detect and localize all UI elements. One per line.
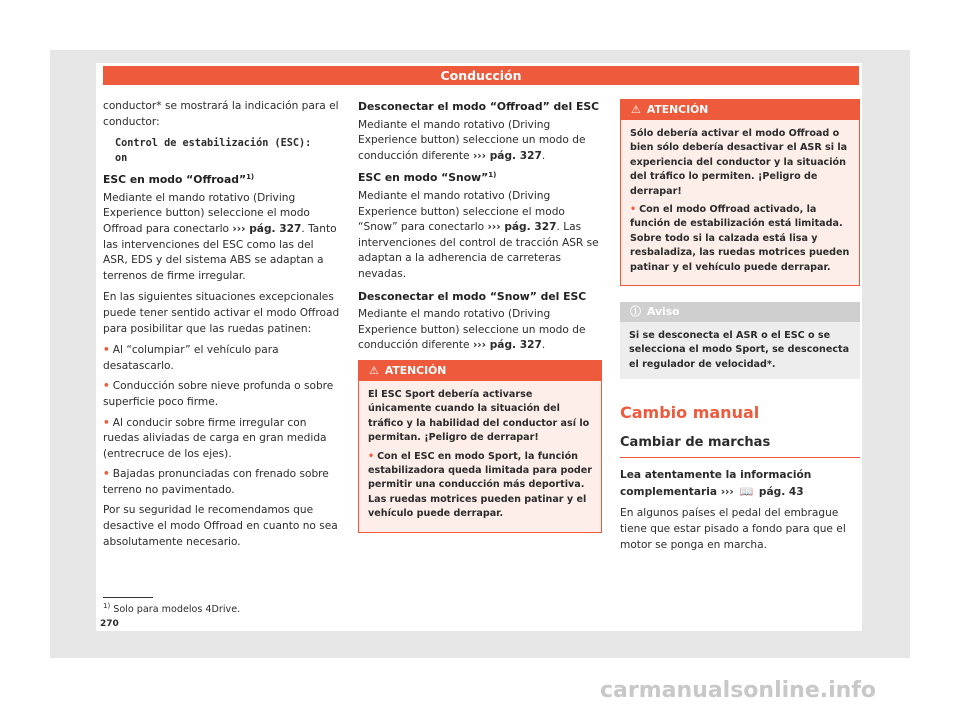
paragraph-recommendation: Por su seguridad le recomendamos que desactive el modo Offroad en cuanto no sea absolutamente necesario. <box>103 504 338 548</box>
heading-esc-offroad: ESC en modo “Offroad”$^{1)}$ <box>103 173 255 187</box>
footnote-divider <box>103 597 153 598</box>
manual-book-icon: 📖 <box>739 484 754 498</box>
warning-header: ⚠ ATENCIÓN <box>359 361 601 381</box>
bullet-icon: • <box>103 344 110 357</box>
warning-body: El ESC Sport debería activarse únicamente cuando la situación del tráfico y la habilidad del conductor así lo permitan. ¡Peligro de derrapar! • Con el ESC en modo Sport, la función estabilizadora queda limitada para poder permitir una conducción más deportiva. Las ruedas motrices pueden patinar y el vehículo puede derrapar. <box>359 381 601 532</box>
section-title: Cambio manual <box>620 403 760 423</box>
bullet-icon: • <box>368 450 375 462</box>
page-reference[interactable]: ››› pág. 327 <box>472 149 542 162</box>
subsection-title: Cambiar de marchas <box>620 435 860 458</box>
bullet-icon: • <box>103 380 110 393</box>
paragraph-offroad: Mediante el mando rotativo (Driving Experience button) seleccione el modo Offroad para conectarlo ››› pág. 327. Tanto las intervenciones del ESC como las del ASR, EDS y del sistema ABS se adaptan a terrenos de firme irregular. <box>103 191 337 282</box>
page-number: 270 <box>100 619 119 629</box>
paragraph-disable-offroad: Mediante el mando rotativo (Driving Experience button) seleccione un modo de conducción diferente ››› pág. 327. <box>358 118 586 162</box>
heading-esc-snow: ESC en modo “Snow”$^{1)}$ <box>358 171 497 185</box>
note-box <box>620 302 860 379</box>
list-item: • Al “columpiar” el vehículo para desatascarlo. <box>103 344 279 372</box>
paragraph-clutch: En algunos países el pedal del embrague tiene que estar pisado a fondo para que el motor se ponga en marcha. <box>620 507 846 551</box>
watermark: carmanualsonline.info <box>600 678 876 703</box>
warning-body: Sólo debería activar el modo Offroad o bien sólo debería desactivar el ASR si la experiencia del conductor y la situación del tráfico lo permiten. ¡Peligro de derrapar! • Con el modo Offroad activado, la función de estabilización está limitada. Sobre todo si la calzada está lisa y resbaladiza, las ruedas motrices pueden patinar y el vehículo puede derrapar. <box>621 120 859 285</box>
display-message: Control de estabilización (ESC): on <box>115 138 312 165</box>
column-3 <box>620 99 860 559</box>
warning-box <box>358 360 602 533</box>
note-header: ⓘ Aviso <box>620 302 860 322</box>
heading-disable-offroad: Desconectar el modo “Offroad” del ESC <box>358 100 600 113</box>
list-item: • Al conducir sobre firme irregular con ruedas aliviadas de carga en gran medida (entrecruce de los ejes). <box>103 416 327 460</box>
bullet-icon: • <box>630 204 637 216</box>
lead-paragraph: Lea atentamente la información complementaria ››› 📖 pág. 43 <box>620 469 812 498</box>
page-reference[interactable]: ››› pág. 327 <box>487 221 557 234</box>
warning-triangle-icon: ⚠ <box>369 363 379 377</box>
warning-header: ⚠ ATENCIÓN <box>621 100 859 120</box>
intro-text: conductor* se mostrará la indicación para el conductor: <box>103 100 339 128</box>
footnote: $^{1)}$ Solo para modelos 4Drive. <box>103 602 241 615</box>
column-2 <box>358 99 602 533</box>
bullet-icon: • <box>103 416 110 429</box>
paragraph-situations: En las siguientes situaciones excepcionales puede tener sentido activar el modo Offroad para posibilitar que las ruedas patinen: <box>103 291 340 335</box>
heading-disable-snow: Desconectar el modo “Snow” del ESC <box>358 289 587 303</box>
column-1 <box>103 99 341 556</box>
page-reference[interactable]: ››› pág. 327 <box>232 222 302 235</box>
list-item: • Bajadas pronunciadas con frenado sobre terreno no pavimentado. <box>103 468 329 496</box>
note-body: Si se desconecta el ASR o el ESC o se selecciona el modo Sport, se desconecta el regulador de velocidad*. <box>620 322 860 379</box>
paragraph-disable-snow: Mediante el mando rotativo (Driving Experience button) seleccione un modo de conducción diferente ››› pág. 327. <box>358 308 586 352</box>
warning-box <box>620 99 860 286</box>
warning-triangle-icon: ⚠ <box>631 103 641 116</box>
paragraph-snow: Mediante el mando rotativo (Driving Experience button) seleccione el modo “Snow” para conectarlo ››› pág. 327. Las intervenciones del control de tracción ASR se adaptan a la adherencia de carreteras nevadas. <box>358 189 599 280</box>
list-item: • Conducción sobre nieve profunda o sobre superficie poco firme. <box>103 380 334 408</box>
info-icon: ⓘ <box>630 305 641 319</box>
chapter-header: Conducción <box>103 66 859 85</box>
page-reference[interactable]: ››› pág. 327 <box>472 339 542 352</box>
bullet-icon: • <box>103 468 110 481</box>
page-reference[interactable]: ››› 📖 pág. 43 <box>720 484 804 498</box>
